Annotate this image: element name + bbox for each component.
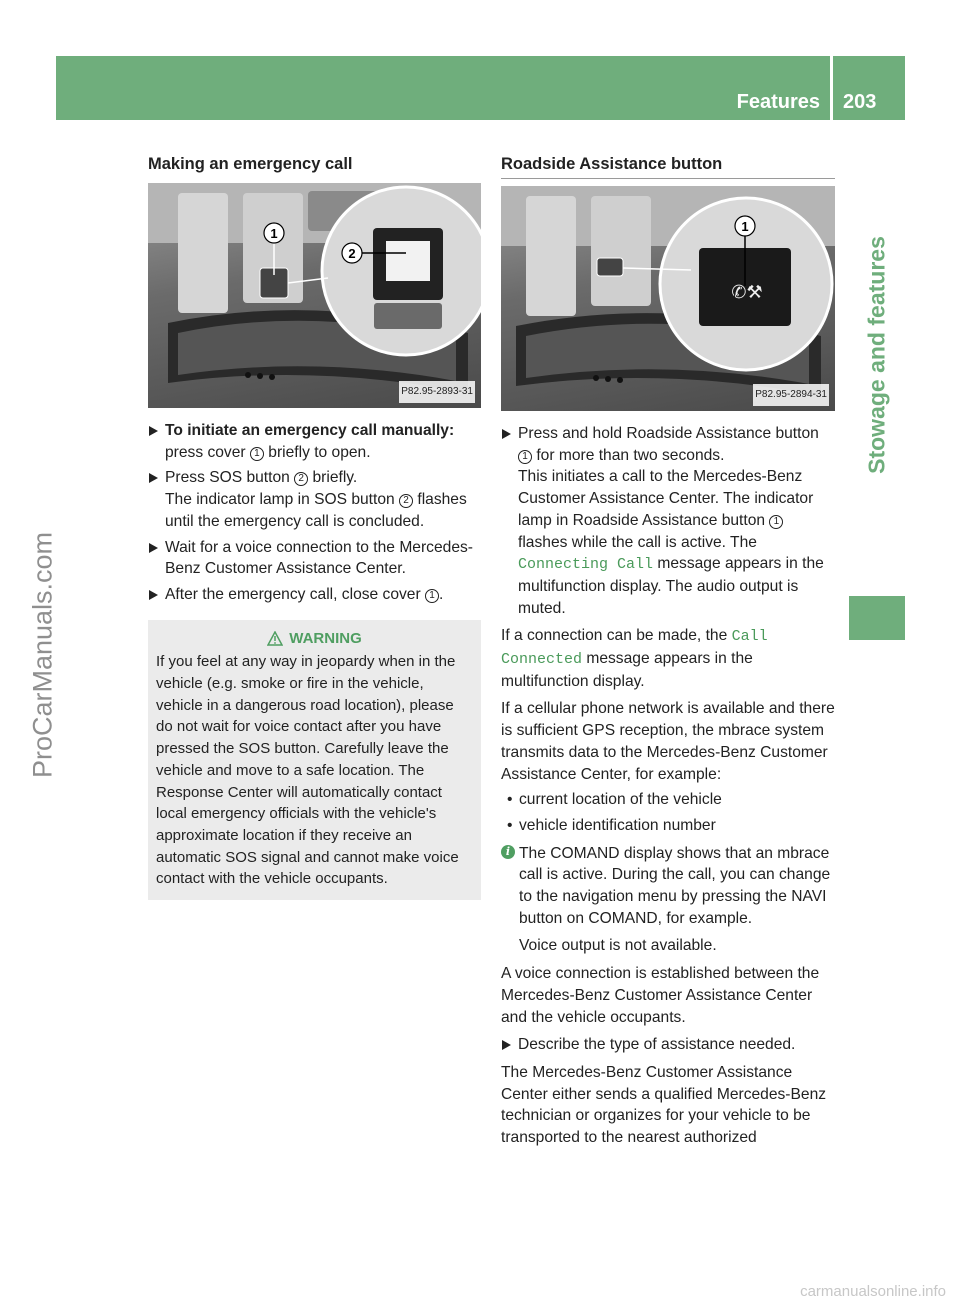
- svg-text:✆⚒: ✆⚒: [731, 282, 763, 303]
- step-text: press cover: [165, 443, 250, 461]
- callout-number: 1: [518, 450, 532, 464]
- step-open-cover: [148, 420, 481, 463]
- step-text: message appears in the multifunction display. The audio output is muted.: [518, 555, 824, 617]
- display-message: Call Connected: [501, 628, 768, 669]
- warning-box: [148, 620, 481, 900]
- callout-number: 2: [294, 472, 308, 486]
- paragraph-data-transmit: If a cellular phone network is available and there is sufficient GPS reception, the mbrace system transmits data to the Mercedes-Benz Customer Assistance Center, for example:: [501, 700, 835, 783]
- info-subtext: Voice output is not available.: [519, 937, 717, 955]
- step-close-cover: [148, 584, 481, 606]
- callout-number: 2: [399, 494, 413, 508]
- watermark-left: [8, 420, 78, 890]
- emergency-figure: [148, 183, 481, 408]
- warning-text: If you feel at any way in jeopardy when in the vehicle (e.g. smoke or fire in the vehicle, vehicle in a dangerous road location), please do not wait for voice contact after you have pressed the SOS button. Carefully leave the vehicle and move to a safe location. The Response Center will automatically contact local emergency officials with the vehicle's approximate location if they receive an automatic SOS signal and cannot make voice contact with the vehicle occupants.: [156, 653, 459, 888]
- left-column: [148, 152, 481, 900]
- step-press-sos: [148, 467, 481, 532]
- page-number: 203: [843, 91, 877, 113]
- warning-triangle-icon: [267, 631, 283, 646]
- callout-number: 1: [769, 515, 783, 529]
- svg-text:2: 2: [348, 246, 356, 261]
- paragraph-voice-connection: A voice connection is established between the Mercedes-Benz Customer Assistance Center and the vehicle occupants.: [501, 965, 820, 1026]
- header-title-bar: [56, 56, 830, 120]
- step-text: Wait for a voice connection to the Mercedes-Benz Customer Assistance Center.: [165, 538, 473, 578]
- chapter-label: Stowage and features: [863, 236, 890, 474]
- chapter-side-tab: [849, 155, 905, 555]
- step-text: .: [439, 585, 444, 603]
- watermark-bottom: carmanualsonline.info: [800, 1283, 946, 1300]
- warning-title: WARNING: [289, 629, 362, 647]
- step-describe-assistance: [501, 1034, 835, 1056]
- info-note: [501, 843, 835, 958]
- display-message: Connecting Call: [518, 556, 654, 574]
- info-text: The COMAND display shows that an mbrace call is active. During the call, you can change to the navigation menu by pressing the NAVI button on COMAND, for example.: [519, 844, 831, 927]
- bullet-item: • current location of the vehicle: [501, 789, 835, 811]
- chapter-marker: [849, 596, 905, 640]
- figure-code: P82.95-2894-31: [753, 384, 829, 406]
- overhead-console-illustration: [148, 183, 481, 408]
- right-column: [501, 152, 835, 1149]
- svg-text:1: 1: [270, 226, 278, 241]
- step-text: Press and hold Roadside Assistance button: [518, 425, 819, 442]
- figure-code: P82.95-2893-31: [399, 381, 475, 403]
- paragraph-text: message appears in the multifunction display.: [501, 650, 753, 690]
- step-wait-voice: [148, 537, 481, 580]
- step-text: flashes until the emergency call is concluded.: [165, 491, 467, 530]
- callout-number: 1: [250, 447, 264, 461]
- roadside-steps: [501, 423, 835, 619]
- roadside-figure: [501, 186, 835, 411]
- step-text: Describe the type of assistance needed.: [518, 1036, 796, 1054]
- bullet-item: • vehicle identification number: [501, 815, 835, 837]
- step-text: briefly.: [308, 469, 358, 487]
- emergency-heading: Making an emergency call: [148, 155, 353, 173]
- step-text: flashes while the call is active. The: [518, 533, 757, 551]
- step-text: After the emergency call, close cover: [165, 585, 426, 603]
- paragraph-text: If a connection can be made, the: [501, 627, 732, 645]
- step-text: Press SOS button: [165, 469, 295, 487]
- step-text: briefly to open.: [263, 443, 371, 461]
- roadside-console-illustration: [501, 186, 835, 411]
- watermark-text: ProCarManuals.com: [27, 531, 58, 779]
- info-icon: i: [501, 845, 515, 859]
- step-text: This initiates a call to the Mercedes-Benz Customer Assistance Center. The indicator lamp in Roadside Assistance button: [518, 468, 814, 529]
- paragraph-call-connected: [501, 625, 835, 692]
- step-press-hold: [501, 423, 835, 619]
- section-title: Features: [736, 91, 820, 113]
- roadside-heading: Roadside Assistance button: [501, 152, 835, 179]
- paragraph-technician: The Mercedes-Benz Customer Assistance Center either sends a qualified Mercedes-Benz technician or organizes for your vehicle to be transported to the nearest authorized: [501, 1063, 827, 1147]
- callout-number: 1: [425, 589, 439, 603]
- emergency-steps: [148, 420, 481, 606]
- page-number-box: [833, 56, 905, 120]
- step-text: The indicator lamp in SOS button: [165, 491, 400, 509]
- warning-header: [156, 628, 473, 650]
- step-text: for more than two seconds.: [532, 446, 725, 464]
- svg-text:1: 1: [741, 219, 749, 234]
- step-bold-text: To initiate an emergency call manually:: [165, 422, 455, 439]
